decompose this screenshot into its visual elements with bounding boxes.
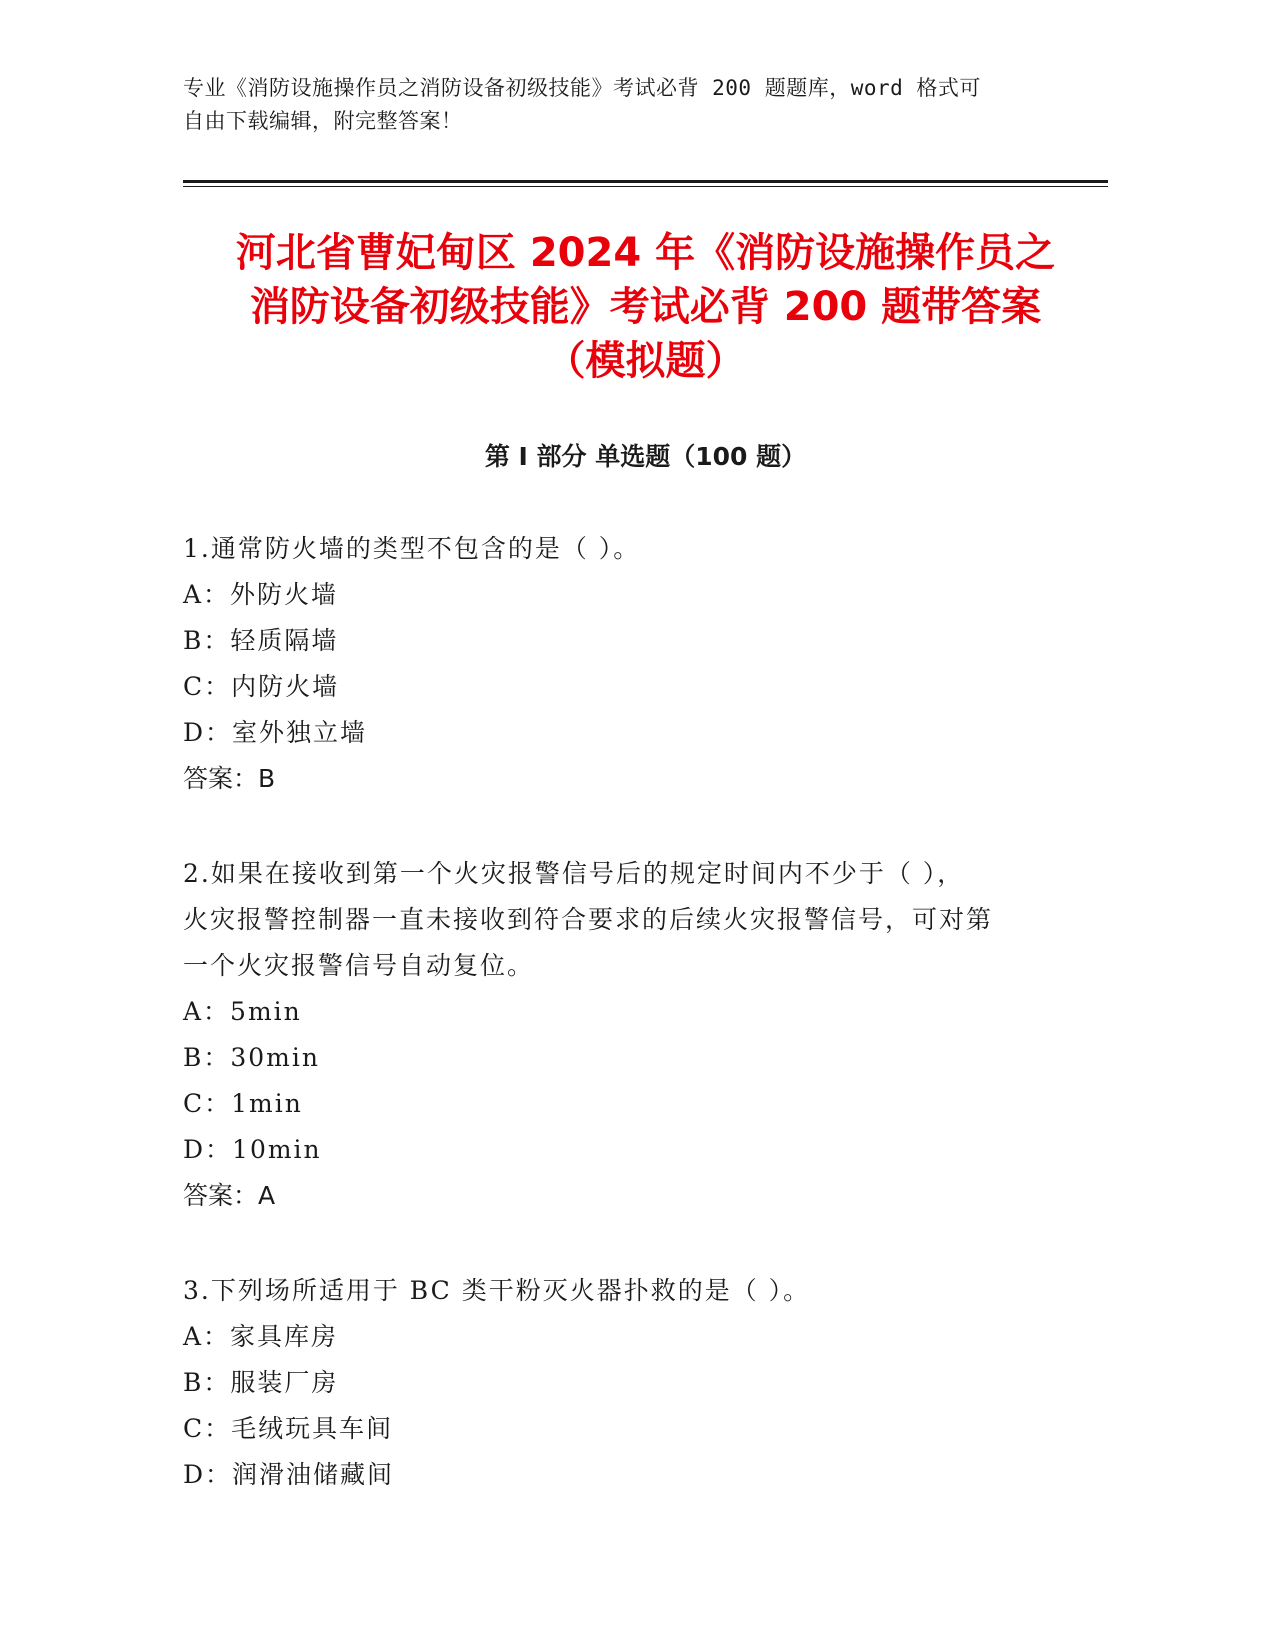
intro-line: 自由下载编辑，附完整答案！ bbox=[183, 109, 463, 133]
option-c: C：内防火墙 bbox=[183, 672, 340, 701]
header-divider-thin bbox=[183, 186, 1108, 187]
intro-line: 专业《消防设施操作员之消防设备初级技能》考试必背 200 题题库，word 格式可 bbox=[183, 76, 981, 100]
option-d: D：10min bbox=[183, 1135, 322, 1164]
document-title bbox=[183, 226, 1108, 388]
question-stem: 3.下列场所适用于 BC 类干粉灭火器扑救的是（ ）。 bbox=[183, 1276, 811, 1305]
answer-text: 答案：B bbox=[183, 764, 276, 793]
title-line: 消防设备初级技能》考试必背 200 题带答案 bbox=[249, 284, 1042, 330]
option-c: C：1min bbox=[183, 1089, 303, 1118]
question-list bbox=[183, 526, 1063, 1547]
option-a: A：家具库房 bbox=[183, 1322, 339, 1351]
title-line: 河北省曹妃甸区 2024 年《消防设施操作员之 bbox=[235, 230, 1056, 276]
option-b: B：30min bbox=[183, 1043, 320, 1072]
option-b: B：服装厂房 bbox=[183, 1368, 339, 1397]
question-item bbox=[183, 851, 1063, 1219]
question-item bbox=[183, 1268, 1063, 1498]
section-heading: 第 I 部分 单选题（100 题） bbox=[484, 442, 807, 471]
option-d: D：润滑油储藏间 bbox=[183, 1460, 395, 1489]
option-d: D：室外独立墙 bbox=[183, 718, 368, 747]
question-item bbox=[183, 526, 1063, 802]
question-stem: 火灾报警控制器一直未接收到符合要求的后续火灾报警信号，可对第 bbox=[183, 905, 994, 934]
option-c: C：毛绒玩具车间 bbox=[183, 1414, 394, 1443]
option-a: A：外防火墙 bbox=[183, 580, 339, 609]
question-stem: 1.通常防火墙的类型不包含的是（ ）。 bbox=[183, 534, 641, 563]
document-intro bbox=[183, 72, 1083, 138]
option-a: A：5min bbox=[183, 997, 302, 1026]
title-line: （模拟题） bbox=[545, 338, 746, 384]
option-b: B：轻质隔墙 bbox=[183, 626, 339, 655]
question-stem: 一个火灾报警信号自动复位。 bbox=[183, 951, 535, 980]
header-divider-thick bbox=[183, 180, 1108, 183]
answer-text: 答案：A bbox=[183, 1181, 276, 1210]
question-stem: 2.如果在接收到第一个火灾报警信号后的规定时间内不少于（ ）， bbox=[183, 859, 965, 888]
